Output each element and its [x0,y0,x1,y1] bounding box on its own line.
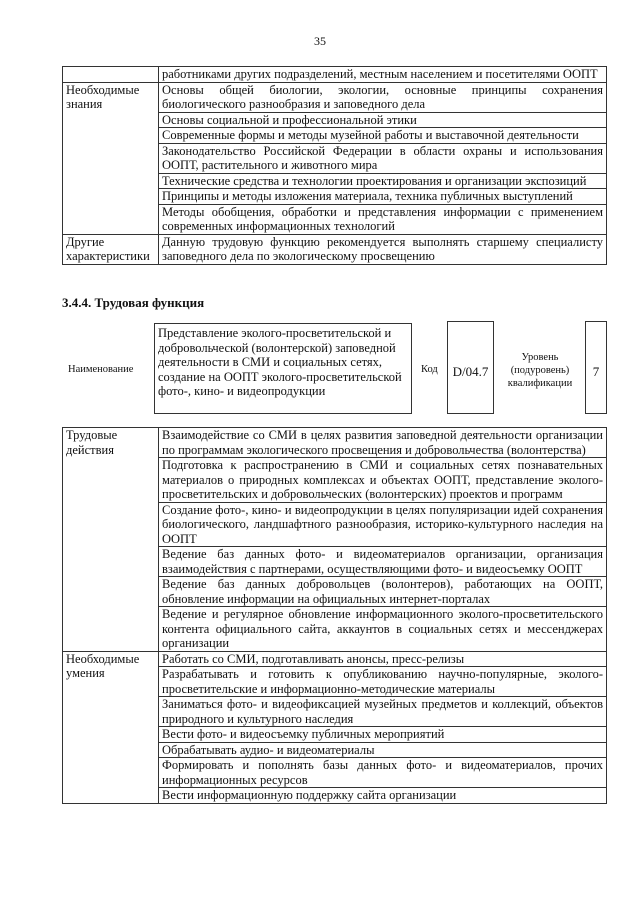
table-row [63,651,607,667]
table-cell: Ведение баз данных фото- и видеоматериалов организации, организация взаимодействия с партнерами, осуществляющими фото- и видеосъемку ООПТ [159,547,607,577]
table-cell: Данную трудовую функцию рекомендуется выполнять старшему специалисту заповедного дела по экологическому просвещению [159,234,607,264]
table-cell: Методы обобщения, обработки и представления информации с применением современных информационных технологий [159,204,607,234]
row-label-skills: Необходимые умения [63,651,159,803]
table-cell: Взаимодействие со СМИ в целях развития заповедной деятельности организации по программам экологического просвещения и добровольчества (волонтерства) [159,428,607,458]
knowledge-table [62,66,607,265]
function-code: D/04.7 [447,321,494,414]
level-label: Уровень (подуровень) квалификации [507,352,573,389]
table-cell: Технические средства и технологии проектирования и организации экспозиций [159,173,607,189]
table-row [63,67,607,83]
table-row [63,428,607,458]
row-label-other: Другие характеристики [63,234,159,264]
table-row [63,82,607,112]
table-cell: Вести фото- и видеосъемку публичных мероприятий [159,727,607,743]
section-title: 3.4.4. Трудовая функция [62,295,205,310]
table-cell: Ведение баз данных добровольцев (волонтеров), работающих на ООПТ, обновление информации на официальных интернет-порталах [159,577,607,607]
table-cell: Ведение и регулярное обновление информационного эколого-просветительского контента официального сайта, аккаунтов в социальных сетях и мессенджерах организации [159,607,607,652]
table-cell: Вести информационную поддержку сайта организации [159,788,607,804]
function-level: 7 [585,321,607,414]
row-label [63,67,159,83]
table-cell: работниками других подразделений, местным населением и посетителями ООПТ [159,67,607,83]
table-cell: Основы общей биологии, экологии, основные принципы сохранения биологического разнообразия и заповедного дела [159,82,607,112]
code-label: Код [421,364,438,375]
table-cell: Формировать и пополнять базы данных фото- и видеоматериалов, прочих информационных ресурсов [159,758,607,788]
row-label-actions: Трудовые действия [63,428,159,652]
table-cell: Принципы и методы изложения материала, техника публичных выступлений [159,189,607,205]
table-cell: Подготовка к распространению в СМИ и социальных сетях познавательных материалов о природных комплексах и объектах ООПТ, представление эколого-просветительских и добровольческих (волонтерских) проектов и программ [159,458,607,503]
table-cell: Заниматься фото- и видеофиксацией музейных предметов и коллекций, объектов природного и культурного наследия [159,697,607,727]
table-cell: Обрабатывать аудио- и видеоматериалы [159,742,607,758]
function-header [62,321,607,414]
table-row [63,234,607,264]
table-cell: Законодательство Российской Федерации в области охраны и использования ООПТ, растительного и животного мира [159,143,607,173]
table-cell: Работать со СМИ, подготавливать анонсы, пресс-релизы [159,651,607,667]
table-cell: Основы социальной и профессиональной этики [159,112,607,128]
name-label: Наименование [68,364,134,375]
table-cell: Разрабатывать и готовить к опубликованию научно-популярные, эколого-просветительские и информационно-методические материалы [159,667,607,697]
table-cell: Создание фото-, кино- и видеопродукции в целях популяризации идей сохранения биологического, ландшафтного разнообразия, историко-культурного наследия на ООПТ [159,502,607,547]
table-cell: Современные формы и методы музейной работы и выставочной деятельности [159,128,607,144]
page-number: 35 [314,34,326,48]
function-name: Представление эколого-просветительской и добровольческой (волонтерской) заповедной деятельности в СМИ и социальных сетях, создание на ООПТ эколого-просветительской фото-, кино- и видеопродукции [154,323,412,414]
row-label-knowledge: Необходимые знания [63,82,159,234]
actions-skills-table [62,427,607,804]
